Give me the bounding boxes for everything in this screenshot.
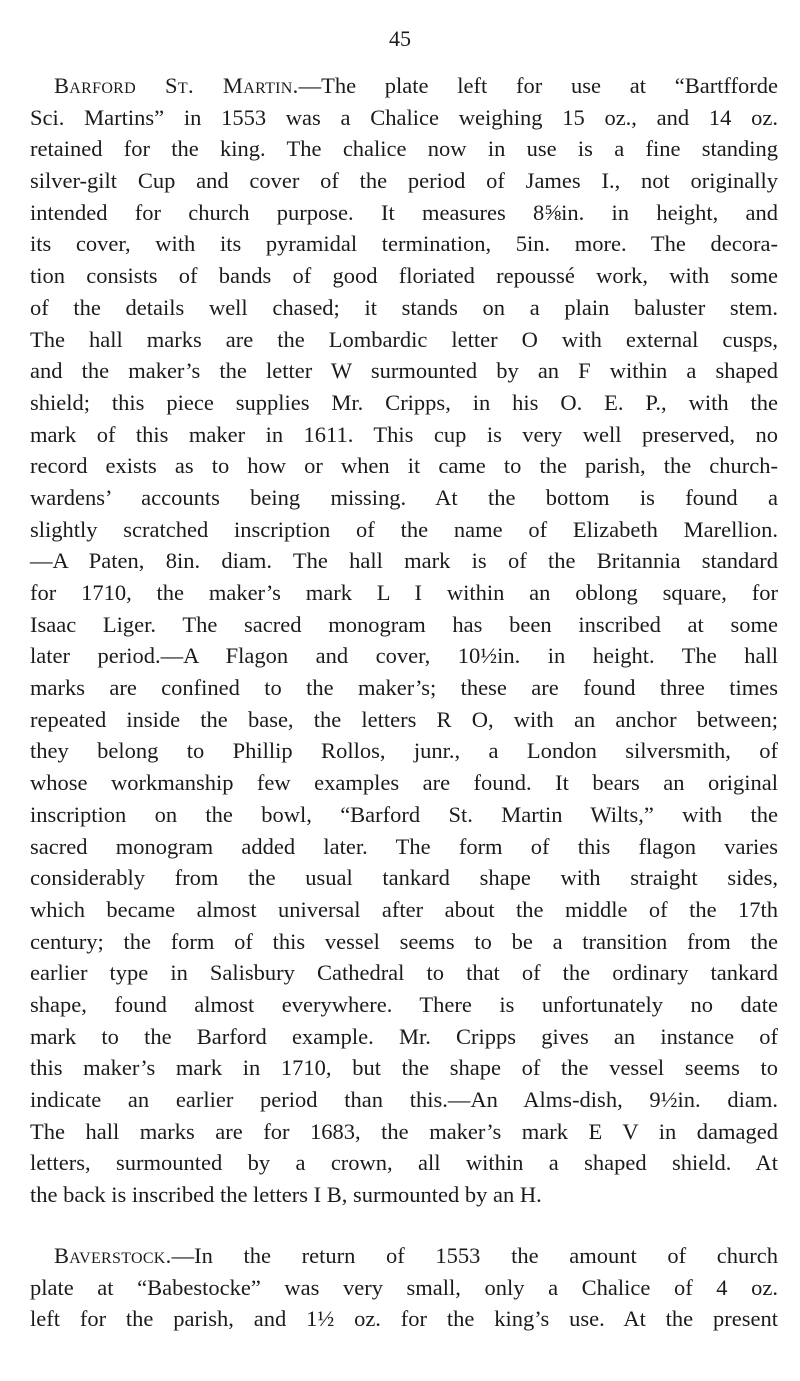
text-line: mark of this maker in 1611. This cup is very well preserved, no bbox=[30, 421, 778, 447]
text-line: record exists as to how or when it came to the parish, the church- bbox=[30, 453, 778, 479]
text-line: slightly scratched inscription of the name of Elizabeth Marellion. bbox=[30, 516, 778, 542]
text-line: Barford St. Martin.—The plate left for use at “Bartfforde bbox=[54, 73, 778, 98]
text-line: retained for the king. The chalice now in use is a fine standing bbox=[30, 136, 778, 162]
text-line: inscription on the bowl, “Barford St. Martin Wilts,” with the bbox=[30, 801, 778, 827]
text-line: they belong to Phillip Rollos, junr., a London silversmith, of bbox=[30, 738, 778, 764]
text-line: plate at “Babestocke” was very small, only a Chalice of 4 oz. bbox=[30, 1274, 778, 1300]
text-line: its cover, with its pyramidal termination, 5in. more. The decora- bbox=[30, 231, 778, 257]
paragraph-heading: Baverstock. bbox=[54, 1243, 172, 1268]
text-line: this maker’s mark in 1710, but the shape of the vessel seems to bbox=[30, 1055, 778, 1081]
paragraph-barford-st-martin bbox=[30, 70, 778, 1211]
text-line: left for the parish, and 1½ oz. for the king’s use. At the present bbox=[30, 1306, 778, 1332]
text-line: marks are confined to the maker’s; these are found three times bbox=[30, 675, 778, 701]
text-line: shield; this piece supplies Mr. Cripps, in his O. E. P., with the bbox=[30, 389, 778, 415]
text-line: —A Paten, 8in. diam. The hall mark is of the Britannia standard bbox=[30, 548, 778, 574]
text-line: century; the form of this vessel seems to be a transition from the bbox=[30, 928, 778, 954]
text-line: of the details well chased; it stands on a plain baluster stem. bbox=[30, 294, 778, 320]
text-line: mark to the Barford example. Mr. Cripps gives an instance of bbox=[30, 1023, 778, 1049]
text-line: wardens’ accounts being missing. At the bottom is found a bbox=[30, 484, 778, 510]
text-line: for 1710, the maker’s mark L I within an oblong square, for bbox=[30, 580, 778, 605]
text-line: earlier type in Salisbury Cathedral to that of the ordinary tankard bbox=[30, 960, 778, 986]
text-line: indicate an earlier period than this.—An Alms-dish, 9½in. diam. bbox=[30, 1087, 778, 1112]
text-line: repeated inside the base, the letters R O, with an anchor between; bbox=[30, 706, 778, 732]
text-line: which became almost universal after about the middle of the 17th bbox=[30, 896, 778, 922]
text-line: silver-gilt Cup and cover of the period of James I., not originally bbox=[30, 168, 778, 194]
text-line: Isaac Liger. The sacred monogram has been inscribed at some bbox=[30, 611, 778, 637]
text-line: and the maker’s the letter W surmounted by an F within a shaped bbox=[30, 358, 778, 384]
page-number: 45 bbox=[389, 26, 411, 51]
text-line: letters, surmounted by a crown, all within a shaped shield. At bbox=[30, 1150, 778, 1176]
text-line: whose workmanship few examples are found. It bears an original bbox=[30, 770, 778, 796]
text-line: Baverstock.—In the return of 1553 the amount of church bbox=[54, 1243, 778, 1268]
paragraph-heading: Barford St. Martin. bbox=[54, 73, 299, 98]
text-line: Sci. Martins” in 1553 was a Chalice weighing 15 oz., and 14 oz. bbox=[30, 104, 778, 130]
text-line: later period.—A Flagon and cover, 10½in. in height. The hall bbox=[30, 643, 778, 669]
paragraph-baverstock bbox=[30, 1240, 778, 1335]
text-line: shape, found almost everywhere. There is unfortunately no date bbox=[30, 991, 778, 1017]
text-line: The hall marks are for 1683, the maker’s mark E V in damaged bbox=[30, 1118, 778, 1144]
text-line: intended for church purpose. It measures 8⅝in. in height, and bbox=[30, 199, 778, 225]
text-line: the back is inscribed the letters I B, surmounted by an H. bbox=[30, 1182, 542, 1208]
text-line: sacred monogram added later. The form of this flagon varies bbox=[30, 833, 778, 859]
text-line: considerably from the usual tankard shape with straight sides, bbox=[30, 865, 778, 891]
text-line: The hall marks are the Lombardic letter O with external cusps, bbox=[30, 326, 778, 352]
text-line: tion consists of bands of good floriated repoussé work, with some bbox=[30, 263, 778, 289]
